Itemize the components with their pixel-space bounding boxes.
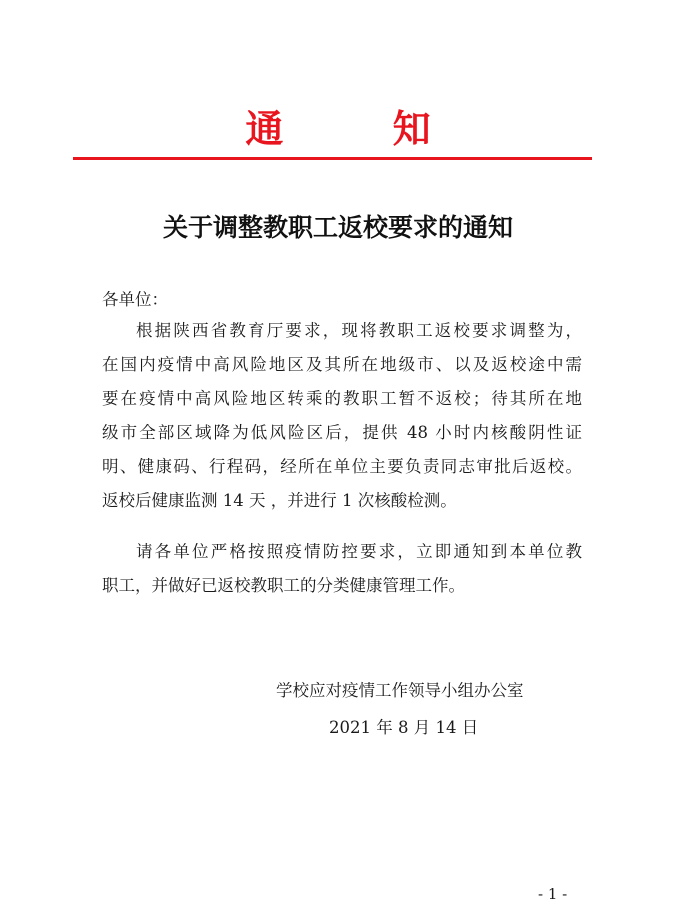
paragraph-line: 级市全部区域降为低风险区后，提供 48 小时内核酸阴性证: [102, 423, 582, 442]
paragraph-line: 请各单位严格按照疫情防控要求，立即通知到本单位教: [136, 542, 582, 561]
paragraph-line: 返校后健康监测 14 天 ，并进行 1 次核酸检测。: [102, 491, 457, 510]
paragraph-line: 明、健康码、行程码，经所在单位主要负责同志审批后返校。: [102, 457, 582, 476]
paragraph-line: 要在疫情中高风险地区转乘的教职工暂不返校；待其所在地: [102, 389, 582, 408]
paragraph-line: 在国内疫情中高风险地区及其所在地级市、以及返校途中需: [102, 355, 582, 374]
body-paragraph-2: [102, 535, 582, 603]
page-number: - 1 -: [538, 885, 568, 903]
salutation: 各单位：: [102, 290, 168, 309]
issue-date: 2021 年 8 月 14 日: [329, 718, 479, 737]
paragraph-line: 根据陕西省教育厅要求，现将教职工返校要求调整为，: [136, 321, 582, 340]
document-title: 关于调整教职工返校要求的通知: [162, 213, 513, 242]
paragraph-line: 职工，并做好已返校教职工的分类健康管理工作。: [102, 576, 465, 595]
red-header-rule: [73, 157, 592, 160]
issuer-signature: 学校应对疫情工作领导小组办公室: [276, 681, 524, 700]
notice-header-title: 通 知: [245, 107, 479, 151]
body-paragraph-1: [102, 314, 582, 518]
